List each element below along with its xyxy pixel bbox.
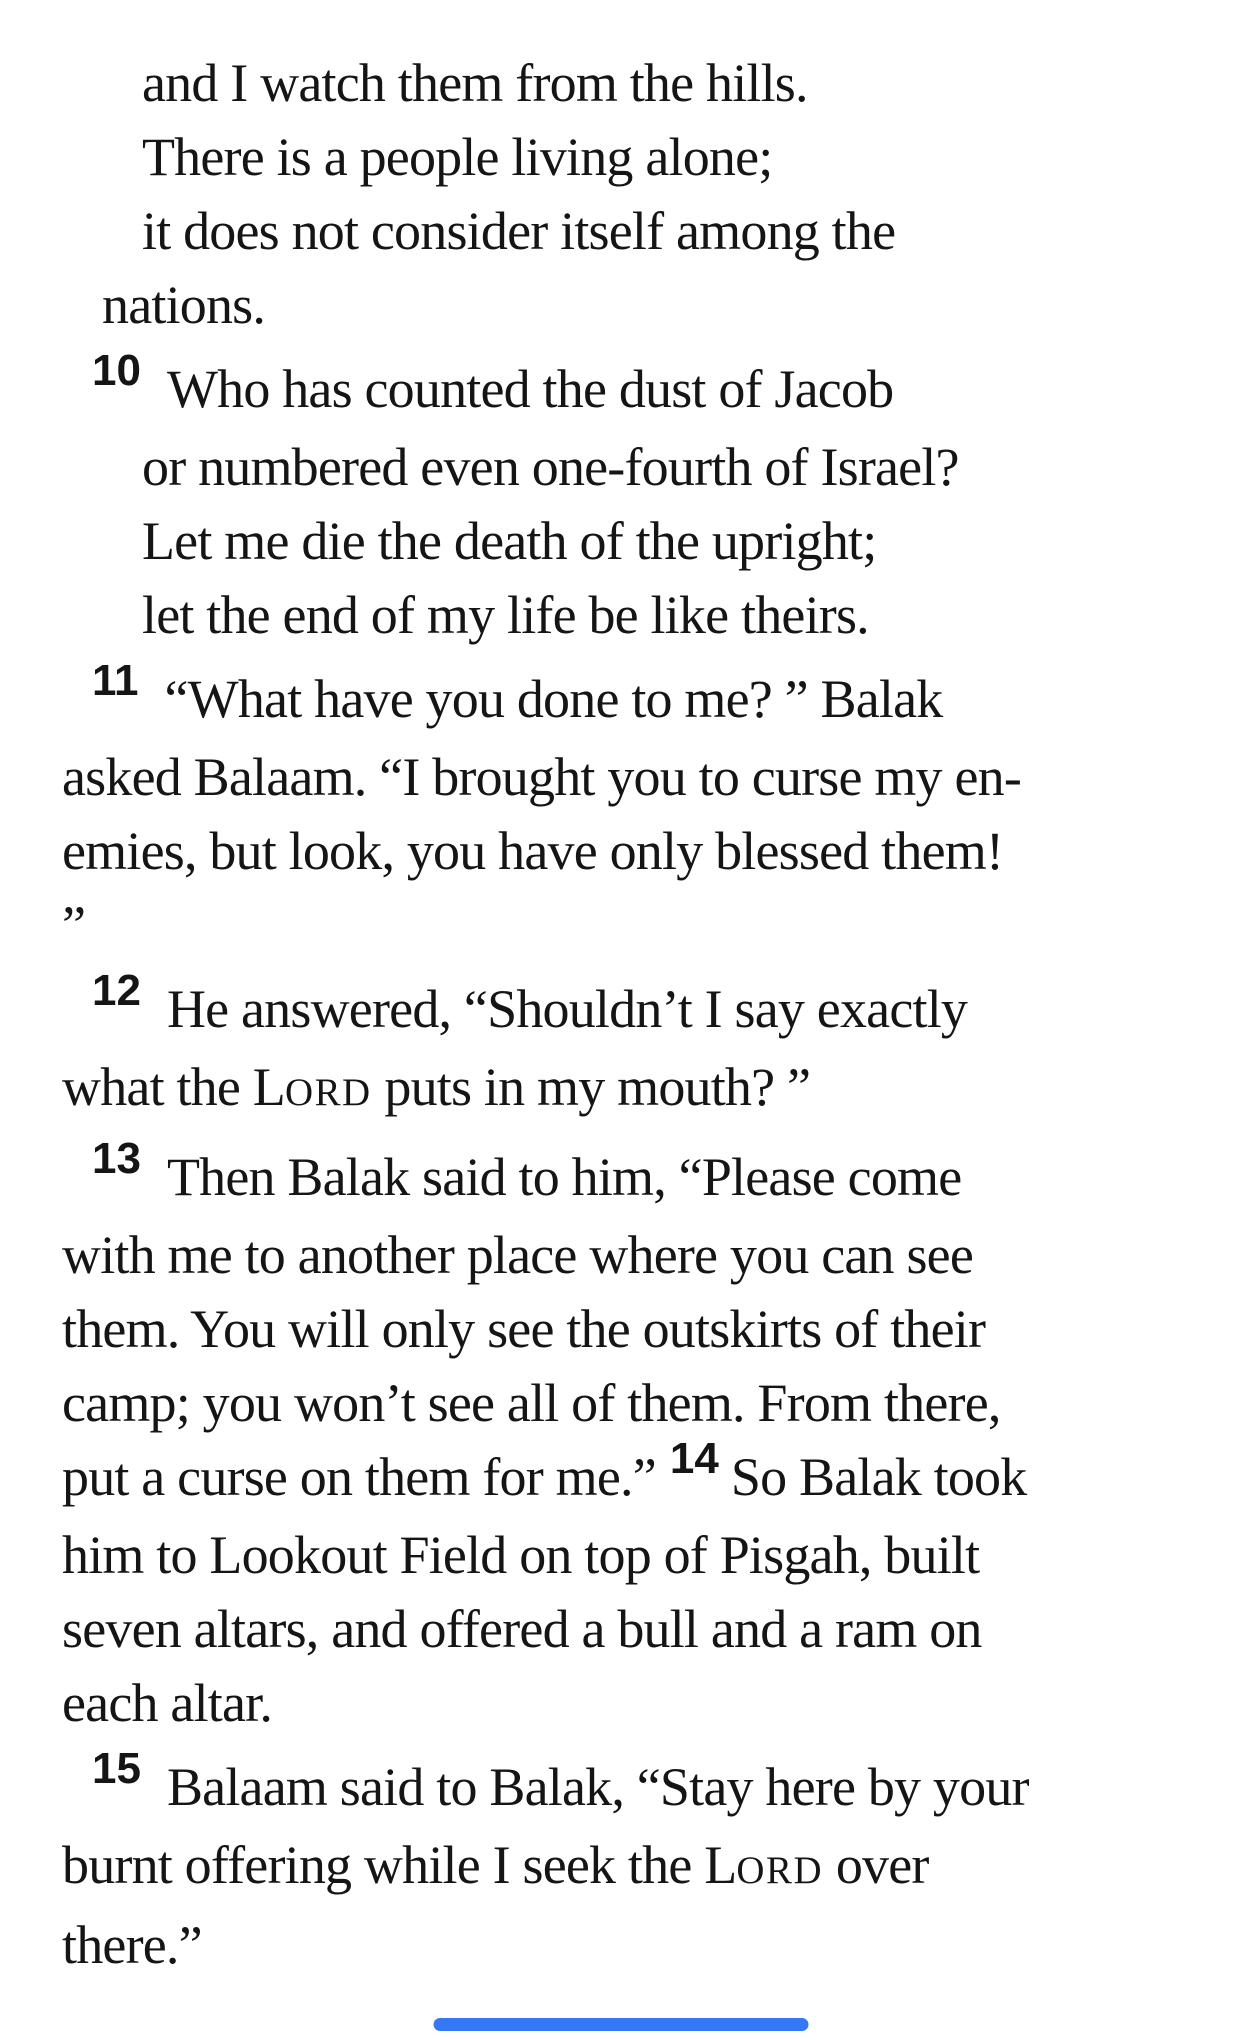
text-run: He answered, “Shouldn’t I say exactly — [166, 979, 968, 1039]
divine-name — [253, 1057, 372, 1117]
text-run: what the — [62, 1057, 253, 1117]
scripture-line — [142, 46, 1192, 120]
text-run: Balaam said to Balak, “Stay here by your — [166, 1757, 1029, 1817]
home-indicator[interactable] — [434, 2018, 809, 2031]
text-run: Who has counted the dust of Jacob — [166, 359, 894, 419]
scripture-line — [142, 194, 1192, 268]
scripture-line — [62, 1666, 1192, 1740]
scripture-line — [62, 1828, 1192, 1908]
verse-number: 11 — [92, 656, 139, 705]
scripture-line — [92, 656, 1192, 740]
text-run: him to Lookout Field on top of Pisgah, built — [62, 1525, 980, 1585]
scripture-line — [142, 430, 1192, 504]
text-run: Let me die the death of the upright; — [142, 511, 877, 571]
scripture-line — [142, 578, 1192, 652]
scripture-line — [62, 888, 1192, 962]
divine-name-smallcaps: ORD — [736, 1849, 824, 1892]
text-run: emies, but look, you have only blessed them! — [62, 821, 1004, 881]
text-run: there.” — [62, 1915, 202, 1975]
scripture-line — [142, 120, 1192, 194]
text-run: puts in my mouth? ” — [371, 1057, 811, 1117]
scripture-line — [92, 966, 1192, 1050]
verse-number: 10 — [92, 346, 141, 395]
scripture-line — [62, 740, 1192, 814]
text-run: with me to another place where you can see — [62, 1225, 974, 1285]
divine-name-initial: L — [704, 1835, 737, 1895]
scripture-line — [142, 504, 1192, 578]
scripture-line — [92, 346, 1192, 430]
text-run: “What have you done to me? ” Balak — [164, 669, 943, 729]
scripture-line — [92, 1744, 1192, 1828]
text-run: ” — [62, 895, 86, 955]
scripture-line — [102, 268, 1192, 342]
scripture-line — [62, 1050, 1192, 1130]
text-run: put a curse on them for me.” — [62, 1447, 656, 1507]
verse-number: 13 — [92, 1134, 141, 1183]
text-run: or numbered even one-fourth of Israel? — [142, 437, 959, 497]
divine-name — [704, 1835, 823, 1895]
scripture-line — [92, 1134, 1192, 1218]
text-run: seven altars, and offered a bull and a ram on — [62, 1599, 982, 1659]
text-run: Then Balak said to him, “Please come — [166, 1147, 962, 1207]
text-run: and I watch them from the hills. — [142, 53, 808, 113]
text-run: nations. — [102, 275, 266, 335]
text-run: asked Balaam. “I brought you to curse my en- — [62, 747, 1022, 807]
scripture-line — [62, 1908, 1192, 1982]
scripture-line — [62, 1518, 1192, 1592]
text-run: each altar. — [62, 1673, 273, 1733]
text-run: There is a people living alone; — [142, 127, 773, 187]
verse-number: 15 — [92, 1744, 141, 1793]
text-run: burnt offering while I seek the — [62, 1835, 705, 1895]
divine-name-smallcaps: ORD — [284, 1071, 372, 1114]
scripture-line — [62, 814, 1192, 888]
scripture-line — [62, 1218, 1192, 1292]
scripture-line — [62, 1434, 1192, 1518]
verse-number: 14 — [669, 1434, 719, 1483]
text-run: camp; you won’t see all of them. From there, — [62, 1373, 1001, 1433]
text-run: So Balak took — [730, 1447, 1027, 1507]
scripture-line — [62, 1366, 1192, 1440]
text-run: it does not consider itself among the — [142, 201, 896, 261]
scripture-line — [62, 1292, 1192, 1366]
divine-name-initial: L — [252, 1057, 285, 1117]
text-run: let the end of my life be like theirs. — [142, 585, 869, 645]
scripture-line — [62, 1592, 1192, 1666]
text-run: them. You will only see the outskirts of their — [62, 1299, 986, 1359]
text-run: over — [823, 1835, 929, 1895]
verse-number: 12 — [92, 966, 141, 1015]
